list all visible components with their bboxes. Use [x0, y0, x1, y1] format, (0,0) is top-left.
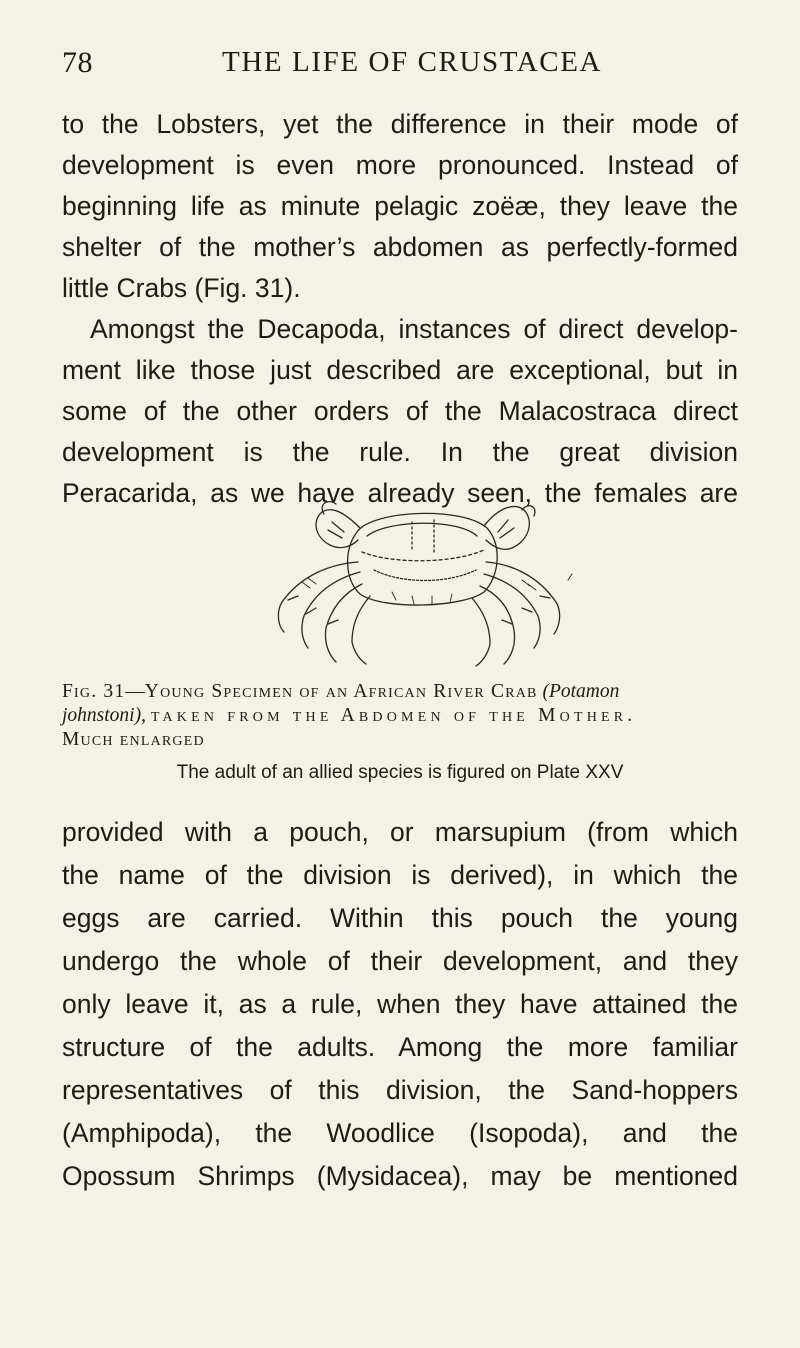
- text-line: undergo the whole of their development, and they: [62, 946, 738, 976]
- text-line: Amongst the Decapoda, instances of direct develop-: [90, 314, 738, 344]
- text-line: beginning life as minute pelagic zoëæ, they leave the: [62, 191, 738, 221]
- text-line: development is the rule. In the great division: [62, 437, 738, 467]
- text-line: little Crabs (Fig. 31).: [62, 273, 301, 303]
- species-name: (Potamon: [542, 681, 620, 702]
- text-line: only leave it, as a rule, when they have attained the: [62, 989, 738, 1019]
- text-line: some of the other orders of the Malacostraca direct: [62, 396, 738, 426]
- running-title: THE LIFE OF CRUSTACEA: [222, 46, 603, 78]
- caption-text: Young Specimen of an African River Crab: [144, 681, 538, 702]
- figure-note: The adult of an allied species is figured on Plate XXV: [176, 762, 624, 783]
- text-line: ment like those just described are exceptional, but in: [62, 355, 738, 385]
- text-line: the name of the division is derived), in which the: [62, 860, 738, 890]
- text-line: representatives of this division, the Sand-hoppers: [62, 1075, 738, 1105]
- paragraph-2: [62, 309, 738, 514]
- text-line: development is even more pronounced. Instead of: [62, 150, 738, 180]
- text-line: structure of the adults. Among the more familiar: [62, 1032, 738, 1062]
- crab-drawing: [262, 492, 580, 672]
- text-line: provided with a pouch, or marsupium (from which: [62, 817, 738, 847]
- text-line: eggs are carried. Within this pouch the young: [62, 903, 738, 933]
- caption-text: Much enlarged: [62, 729, 205, 750]
- text-line: shelter of the mother’s abdomen as perfectly-formed: [62, 232, 738, 262]
- page-number: 78: [62, 46, 93, 79]
- paragraph-1: [62, 104, 738, 309]
- figure-caption: [62, 680, 752, 752]
- species-name: johnstoni),: [62, 705, 146, 726]
- figure-number: Fig. 31: [62, 681, 126, 702]
- caption-dash: —: [125, 681, 145, 702]
- paragraph-3: [62, 811, 738, 1198]
- text-line: Peracarida, as we have already seen, the females are: [62, 478, 738, 508]
- caption-text: taken from the Abdomen of the Mother.: [150, 705, 637, 726]
- text-line: to the Lobsters, yet the difference in their mode of: [62, 109, 738, 139]
- crab-illustration: [262, 492, 580, 672]
- text-line: Opossum Shrimps (Mysidacea), may be mentioned: [62, 1161, 738, 1191]
- page-header: [62, 46, 738, 86]
- text-line: (Amphipoda), the Woodlice (Isopoda), and the: [62, 1118, 738, 1148]
